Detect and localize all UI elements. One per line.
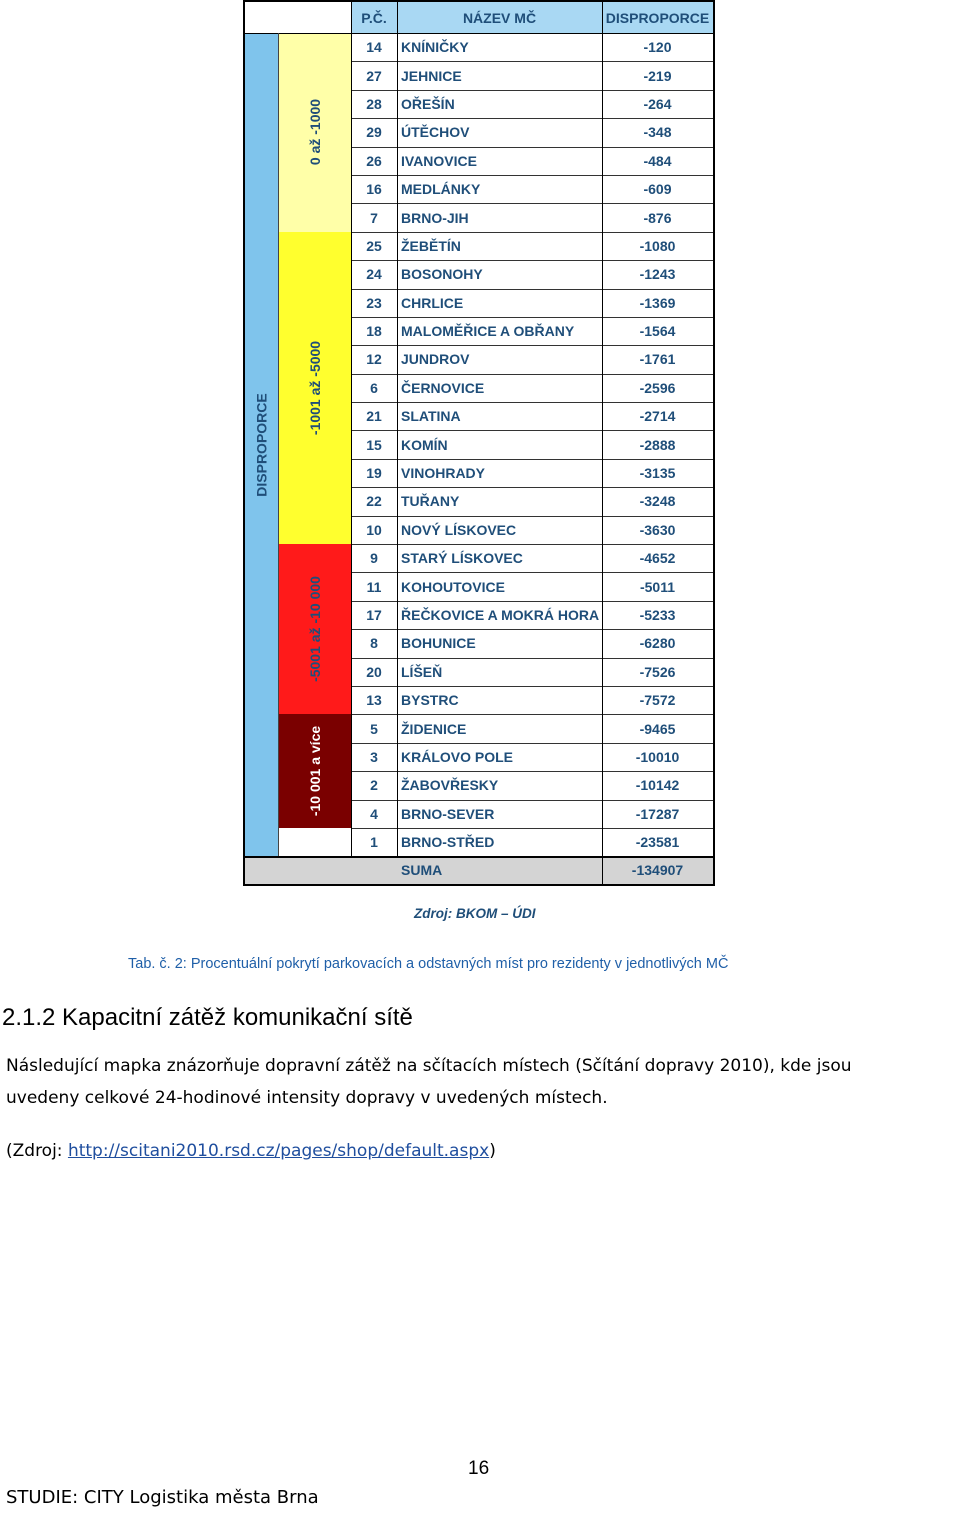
row-pc: 10 — [366, 521, 382, 538]
row-value: -2714 — [639, 408, 676, 425]
header-value: DISPROPORCE — [602, 2, 713, 33]
row-pc: 20 — [366, 663, 382, 680]
source-suffix: ) — [489, 1141, 496, 1161]
row-name: MALOMĚŘICE A OBŘANY — [401, 323, 575, 340]
row-divider — [351, 260, 713, 261]
row-divider — [351, 800, 713, 801]
row-value: -1243 — [639, 266, 676, 283]
footer-text: STUDIE: CITY Logistika města Brna — [6, 1487, 319, 1508]
outer-disproporce-cell — [245, 33, 278, 856]
header-name: NÁZEV MČ — [397, 2, 602, 33]
row-name: BRNO-JIH — [401, 209, 469, 226]
group-label: -1001 až -5000 — [307, 340, 323, 435]
row-pc: 22 — [366, 493, 382, 510]
row-pc: 27 — [366, 67, 382, 84]
grid-line — [602, 2, 603, 884]
row-name: BOHUNICE — [401, 635, 476, 652]
row-value: -3630 — [639, 521, 676, 538]
group-label: 0 až -1000 — [306, 99, 323, 166]
grid-line — [278, 33, 279, 856]
row-pc: 13 — [366, 692, 382, 709]
row-divider — [351, 771, 713, 772]
group-label: -10 001 a více — [307, 725, 324, 817]
row-name: JUNDROV — [401, 351, 470, 368]
row-divider — [351, 743, 713, 744]
row-pc: 16 — [366, 181, 382, 198]
row-value: -7572 — [639, 692, 676, 709]
row-pc: 6 — [370, 379, 378, 396]
row-value: -876 — [643, 209, 672, 226]
row-value: -10010 — [635, 748, 680, 765]
row-value: -5011 — [639, 578, 676, 595]
row-divider — [351, 402, 713, 403]
row-name: KOHOUTOVICE — [401, 578, 505, 595]
row-pc: 3 — [370, 748, 378, 765]
row-name: ČERNOVICE — [401, 379, 485, 396]
row-pc: 26 — [366, 152, 382, 169]
row-divider — [351, 714, 713, 715]
header-pc: P.Č. — [351, 2, 397, 33]
row-name: VINOHRADY — [401, 465, 486, 482]
group-cell — [279, 714, 351, 828]
row-value: -2596 — [639, 379, 676, 396]
row-value: -7526 — [639, 663, 676, 680]
row-name: LÍŠEŇ — [401, 663, 443, 680]
row-value: -1080 — [639, 237, 676, 254]
row-divider — [351, 90, 713, 91]
row-pc: 18 — [366, 323, 382, 340]
source-line — [6, 1141, 496, 1161]
source-prefix: (Zdroj: — [6, 1141, 68, 1161]
row-name: BRNO-STŘED — [401, 834, 495, 851]
group-cell — [279, 33, 351, 232]
row-name: TUŘANY — [401, 493, 460, 510]
row-pc: 24 — [366, 266, 382, 283]
row-divider — [351, 629, 713, 630]
row-divider — [351, 459, 713, 460]
row-pc: 11 — [366, 578, 382, 595]
row-divider — [351, 658, 713, 659]
disproportion-table — [243, 0, 715, 886]
row-value: -484 — [643, 152, 672, 169]
row-divider — [351, 430, 713, 431]
row-value: -9465 — [639, 720, 676, 737]
sum-value: -134907 — [631, 862, 684, 878]
grid-line — [351, 2, 352, 856]
row-divider — [351, 487, 713, 488]
page-number: 16 — [468, 1458, 490, 1479]
row-name: SLATINA — [401, 408, 461, 425]
row-pc: 29 — [366, 124, 382, 141]
row-value: -6280 — [639, 635, 676, 652]
row-divider — [351, 118, 713, 119]
sum-label: SUMA — [401, 862, 443, 878]
group-cell — [279, 544, 351, 714]
row-value: -120 — [643, 39, 672, 56]
row-name: KRÁLOVO POLE — [401, 748, 514, 765]
outer-label: DISPROPORCE — [253, 392, 270, 497]
row-name: ŘEČKOVICE A MOKRÁ HORA — [401, 606, 600, 623]
row-pc: 4 — [370, 805, 378, 822]
row-value: -3135 — [639, 465, 676, 482]
row-divider — [351, 516, 713, 517]
row-name: KNÍNIČKY — [401, 39, 469, 56]
row-pc: 21 — [366, 408, 382, 425]
row-name: ŽEBĚTÍN — [401, 237, 461, 254]
row-value: -609 — [643, 181, 672, 198]
row-value: -1369 — [639, 294, 676, 311]
paragraph-line-2: uvedeny celkové 24-hodinové intensity dopravy v uvedených místech. — [6, 1088, 608, 1108]
section-heading: 2.1.2 Kapacitní zátěž komunikační sítě — [2, 1004, 413, 1031]
row-name: ŽIDENICE — [401, 720, 467, 737]
row-pc: 28 — [366, 95, 382, 112]
row-value: -348 — [643, 124, 672, 141]
row-value: -3248 — [639, 493, 676, 510]
row-divider — [351, 317, 713, 318]
row-divider — [351, 828, 713, 829]
row-value: -4652 — [639, 550, 676, 567]
row-divider — [351, 374, 713, 375]
table-caption: Tab. č. 2: Procentuální pokrytí parkovacích a odstavných míst pro rezidenty v jednotlivých MČ — [128, 956, 729, 972]
row-value: -5233 — [639, 606, 676, 623]
row-divider — [351, 572, 713, 573]
row-name: ŽABOVŘESKY — [401, 777, 499, 794]
row-pc: 7 — [370, 209, 378, 226]
row-value: -264 — [643, 95, 672, 112]
row-name: JEHNICE — [401, 67, 462, 84]
row-divider — [351, 232, 713, 233]
row-divider — [351, 544, 713, 545]
row-name: KOMÍN — [401, 436, 448, 453]
row-pc: 19 — [366, 465, 382, 482]
grid-line — [397, 2, 398, 856]
row-divider — [351, 289, 713, 290]
row-name: STARÝ LÍSKOVEC — [401, 550, 523, 567]
paragraph-line-1: Následující mapka znázorňuje dopravní zátěž na sčítacích místech (Sčítání dopravy 2010), kde jsou — [6, 1056, 852, 1076]
row-pc: 23 — [366, 294, 382, 311]
row-value: -10142 — [635, 777, 680, 794]
row-name: MEDLÁNKY — [401, 181, 481, 198]
row-divider — [351, 203, 713, 204]
grid-line — [245, 856, 713, 858]
row-name: ÚTĚCHOV — [401, 124, 470, 141]
row-divider — [351, 686, 713, 687]
header-blank — [245, 2, 351, 33]
grid-line — [245, 33, 713, 34]
row-name: NOVÝ LÍSKOVEC — [401, 521, 517, 538]
table-source-note: Zdroj: BKOM – ÚDI — [414, 906, 536, 921]
source-link[interactable]: http://scitani2010.rsd.cz/pages/shop/default.aspx — [67, 1141, 490, 1161]
row-divider — [351, 175, 713, 176]
row-value: -1761 — [639, 351, 676, 368]
group-label: -5001 až -10 000 — [307, 576, 324, 683]
row-name: BYSTRC — [401, 692, 459, 709]
row-name: BRNO-SEVER — [401, 805, 495, 822]
row-divider — [351, 61, 713, 62]
row-name: BOSONOHY — [401, 266, 483, 283]
row-pc: 2 — [370, 777, 378, 794]
row-pc: 9 — [370, 550, 378, 567]
row-value: -17287 — [635, 805, 680, 822]
row-pc: 8 — [370, 635, 378, 652]
row-pc: 14 — [366, 39, 382, 56]
row-value: -1564 — [639, 323, 676, 340]
row-name: OŘEŠÍN — [401, 95, 455, 112]
row-pc: 15 — [366, 436, 382, 453]
row-pc: 25 — [366, 237, 382, 254]
row-pc: 5 — [370, 720, 378, 737]
row-value: -2888 — [639, 436, 676, 453]
row-pc: 1 — [370, 834, 378, 851]
row-divider — [351, 147, 713, 148]
row-pc: 12 — [366, 351, 382, 368]
row-name: IVANOVICE — [401, 152, 477, 169]
row-pc: 17 — [366, 606, 382, 623]
row-name: CHRLICE — [401, 294, 464, 311]
group-cell — [279, 232, 351, 544]
row-divider — [351, 601, 713, 602]
row-value: -23581 — [635, 834, 680, 851]
row-value: -219 — [643, 67, 672, 84]
row-divider — [351, 345, 713, 346]
